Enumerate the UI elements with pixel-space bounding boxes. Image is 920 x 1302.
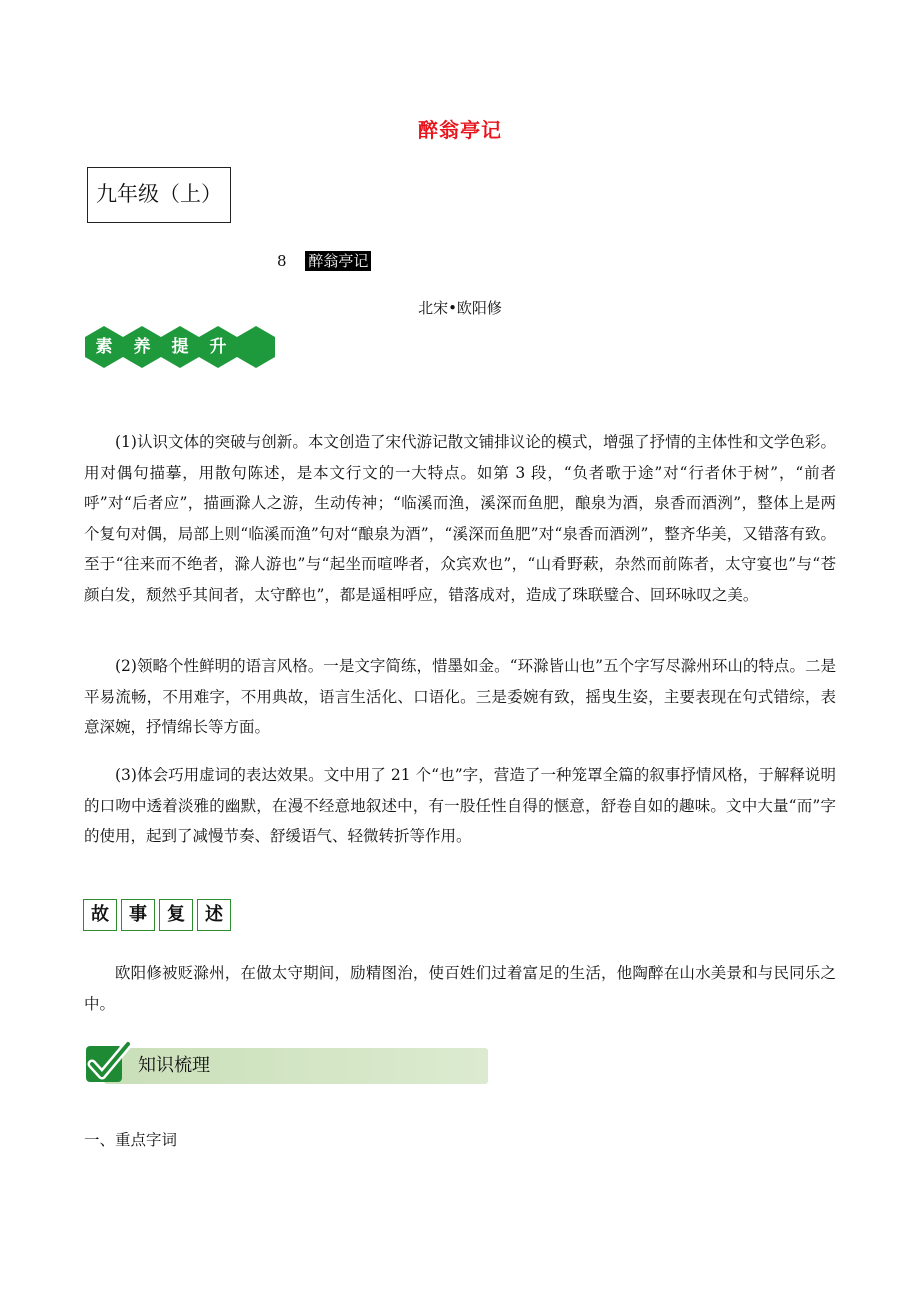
story-summary: 欧阳修被贬滁州，在做太守期间，励精图治，使百姓们过着富足的生活，他陶醉在山水美景和与民同乐之中。: [84, 964, 836, 1013]
zhishi-shuli-banner: [84, 1040, 488, 1086]
zhishi-label: 知识梳理: [138, 1055, 210, 1076]
paragraph-2: (2)领略个性鲜明的语言风格。一是文字简练，惜墨如金。“环滁皆山也”五个字写尽滁州环山的特点。二是平易流畅，不用难字，不用典故，语言生活化、口语化。三是委婉有致，摇曳生姿，主要表现在句式错综，表意深婉，抒情绵长等方面。: [84, 657, 836, 736]
hexagon-char: 升: [209, 337, 227, 357]
boxed-char: 故: [83, 899, 117, 931]
hexagon-char: 提: [171, 337, 189, 357]
boxed-char: 事: [121, 899, 155, 931]
hexagon-char: 养: [133, 337, 151, 357]
gushi-fushu-banner: [83, 899, 235, 931]
lesson-heading: [277, 250, 371, 271]
checkmark-icon: [84, 1040, 132, 1086]
boxed-char: 述: [197, 899, 231, 931]
lesson-number: 8: [277, 252, 287, 270]
paragraph-1: (1)认识文体的突破与创新。本文创造了宋代游记散文铺排议论的模式，增强了抒情的主体性和文学色彩。用对偶句描摹，用散句陈述，是本文行文的一大特点。如第 3 段，“负者歌于途”对“行者休于树”，“前者呼”对“后者应”，描画滁人之游，生动传神；“临溪而渔，溪深而鱼肥，酿泉为酒，泉香而酒洌”，整体上是两个复句对偶，局部上则“临溪而渔”句对“酿泉为酒”，“溪深而鱼肥”对“泉香而酒洌”，整齐华美，又错落有致。至于“往来而不绝者，滁人游也”与“起坐而喧哗者，众宾欢也”，“山肴野蔌，杂然而前陈者，太守宴也”与“苍颜白发，颓然乎其间者，太守醉也”，都是遥相呼应，错落成对，造成了珠联璧合、回环咏叹之美。: [84, 433, 836, 604]
suyang-tisheng-banner: [84, 325, 274, 369]
hexagon-badge-empty: [236, 325, 276, 369]
document-title: 醉翁亭记: [418, 118, 502, 142]
hexagon-badge: [198, 325, 238, 369]
lesson-name: 醉翁亭记: [305, 251, 371, 271]
paragraph-3: (3)体会巧用虚词的表达效果。文中用了 21 个“也”字，营造了一种笼罩全篇的叙事抒情风格，于解释说明的口吻中透着淡雅的幽默，在漫不经意地叙述中，有一股任性自得的惬意，舒卷自如的趣味。文中大量“而”字的使用，起到了减慢节奏、舒缓语气、轻微转折等作用。: [84, 766, 836, 845]
grade-label-box: 九年级（上）: [87, 167, 231, 223]
hexagon-badge: [84, 325, 124, 369]
hexagon-char: 素: [95, 337, 113, 357]
boxed-char: 复: [159, 899, 193, 931]
hexagon-badge: [122, 325, 162, 369]
section-heading: 一、重点字词: [84, 1131, 178, 1149]
hexagon-badge: [160, 325, 200, 369]
author-line: 北宋•欧阳修: [418, 299, 502, 317]
